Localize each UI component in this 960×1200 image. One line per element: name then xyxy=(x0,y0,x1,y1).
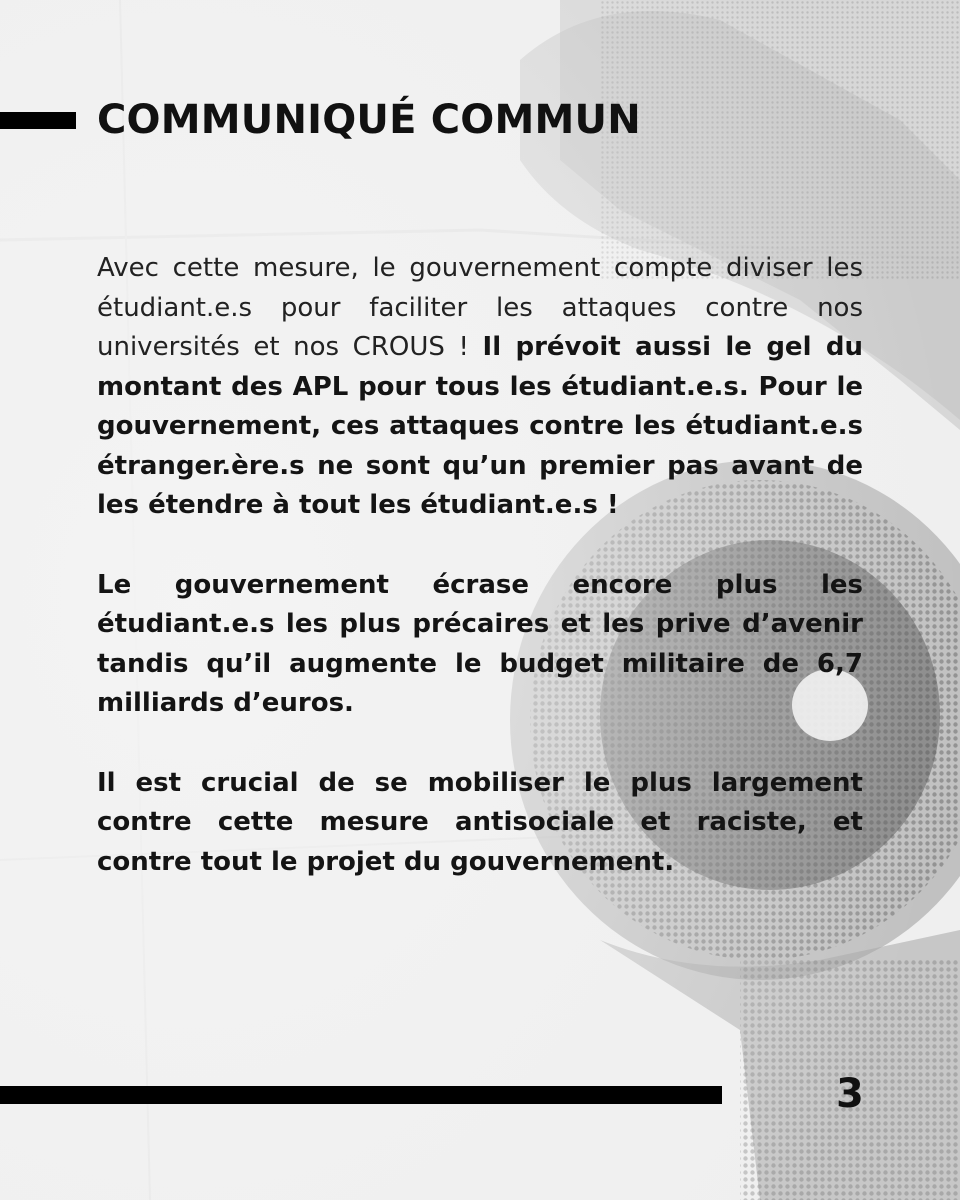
paragraph-3-bold: Il est crucial de se mobiliser le plus largement contre cette mesure antisociale et raciste, et contre tout le projet du gouvernement. xyxy=(97,767,863,877)
paragraph-1 xyxy=(97,249,863,526)
statement-body xyxy=(97,249,863,922)
page-number: 3 xyxy=(836,1071,864,1117)
paragraph-3 xyxy=(97,764,863,883)
paragraph-2 xyxy=(97,566,863,724)
paragraph-1-regular: Avec cette mesure, le gouvernement compte diviser les étudiant.e.s pour faciliter les attaques contre nos universités et nos CROUS ! xyxy=(97,253,863,362)
paragraph-2-bold: Le gouvernement écrase encore plus les étudiant.e.s les plus précaires et les prive d’avenir tandis qu’il augmente le budget militaire de 6,7 milliards d’euros. xyxy=(97,569,863,718)
page-title: COMMUNIQUÉ COMMUN xyxy=(97,97,641,143)
footer-accent-bar xyxy=(0,1086,722,1104)
paragraph-1-bold: Il prévoit aussi le gel du montant des APL pour tous les étudiant.e.s. Pour le gouvernement, ces attaques contre les étudiant.e.s étranger.ère.s ne sont qu’un premier pas avant de les étendre à tout les étudiant.e.s ! xyxy=(97,332,863,520)
title-accent-bar xyxy=(0,112,76,129)
